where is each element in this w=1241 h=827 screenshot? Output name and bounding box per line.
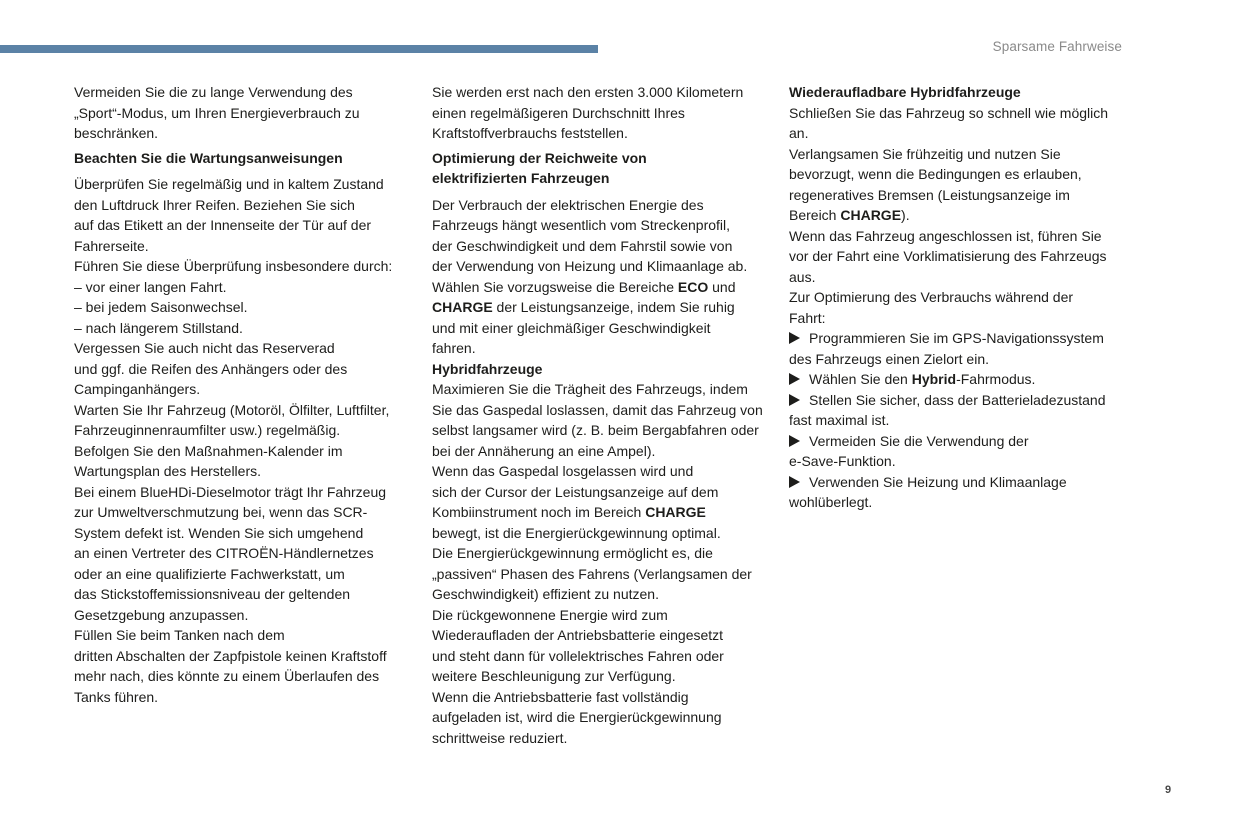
arrow-bullet-icon: [789, 332, 800, 344]
list-item: Verwenden Sie Heizung und Klimaanlage wohlüberlegt.: [789, 473, 1067, 510]
arrow-bullet-icon: [789, 435, 800, 447]
heading-range-optimization: Optimierung der Reichweite von elektrifizierten Fahrzeugen: [432, 149, 647, 186]
list-item: Stellen Sie sicher, dass der Batterieladezustand fast maximal ist.: [789, 391, 1106, 428]
list-item: – bei jedem Saisonwechsel.: [74, 299, 248, 315]
list-item: – nach längerem Stillstand.: [74, 319, 243, 336]
paragraph-tyre-pressure: Überprüfen Sie regelmäßig und in kaltem Zustand den Luftdruck Ihrer Reifen. Beziehen Sie sich auf das Etikett an der Innenseite der Tür auf der Fahrerseite. Führen Sie diese Überprüfung insbesondere durch:: [74, 176, 393, 274]
list-item: Wählen Sie den Hybrid-Fahrmodus.: [789, 369, 1124, 390]
header-accent-bar: [0, 45, 598, 53]
charge-label: CHARGE: [840, 207, 902, 223]
list-item: – vor einer langen Fahrt.: [74, 278, 227, 295]
column-1: [74, 82, 414, 707]
column-2: [432, 82, 772, 748]
paragraph-sport-mode: Vermeiden Sie die zu lange Verwendung des „Sport“-Modus, um Ihren Energieverbrauch zu beschränken.: [74, 84, 360, 141]
page-number: 9: [1165, 784, 1172, 796]
paragraph-electric-consumption: Der Verbrauch der elektrischen Energie des Fahrzeugs hängt wesentlich vom Streckenprofil, der Geschwindigkeit und dem Fahrstil sowie von der Verwendung von Heizung und Klimaanlage ab. Wählen Sie vorzugsweise die Bereiche ECO und CHARGE der Leistungsanzeige, indem Sie ruhig und mit einer gleichmäßiger Geschwindigkeit fahren.: [432, 196, 748, 356]
arrow-bullet-icon: [789, 373, 800, 385]
paragraph-maintenance-details: Vergessen Sie auch nicht das Reserverad und ggf. die Reifen des Anhängers oder des Campinganhängers. Warten Sie Ihr Fahrzeug (Motoröl, Ölfilter, Luftfilter, Fahrzeuginnenraumfilter usw.) regelmäßig. Befolgen Sie den Maßnahmen-Kalender im Wartungsplan des Herstellers. Bei einem BlueHDi-Dieselmotor trägt Ihr Fahrzeug zur Umweltverschmutzung bei, wenn das SCR- System defekt ist. Wenden Sie sich umgehend an einen Vertreter des CITROËN-Händlernetzes oder an eine qualifizierte Fachwerkstatt, um das Stickstoffemissionsniveau der geltenden Gesetzgebung anzupassen. Füllen Sie beim Tanken nach dem dritten Abschalten der Zapfpistole keinen Kraftstoff mehr nach, dies könnte zu einem Überlaufen des Tanks führen.: [74, 340, 390, 705]
list-item: Programmieren Sie im GPS-Navigationssystem des Fahrzeugs einen Zielort ein.: [789, 330, 1104, 367]
charge-label: CHARGE: [645, 504, 706, 520]
paragraph-plugin-hybrid: Schließen Sie das Fahrzeug so schnell wie möglich an. Verlangsamen Sie frühzeitig und nutzen Sie bevorzugt, wenn die Bedingungen es erlauben, regeneratives Bremsen (Leistungsanzeige im Bereich CHARGE). Wenn das Fahrzeug angeschlossen ist, führen Sie vor der Fahrt eine Vorklimatisierung des Fahrzeugs aus. Zur Optimierung des Verbrauchs während der Fahrt:: [789, 104, 1109, 326]
arrow-bullet-icon: [789, 476, 800, 488]
paragraph-energy-recovery: Maximieren Sie die Trägheit des Fahrzeugs, indem Sie das Gaspedal loslassen, damit das Fahrzeug von selbst langsamer wird (z. B. beim Bergabfahren oder bei der Annäherung an eine Ampel). Wenn das Gaspedal losgelassen wird und sich der Cursor der Leistungsanzeige auf dem Kombiinstrument noch im Bereich CHARGE bewegt, ist die Energierückgewinnung optimal. Die Energierückgewinnung ermöglicht es, die „passiven“ Phasen des Fahrens (Verlangsamen der Geschwindigkeit) effizient zu nutzen. Die rückgewonnene Energie wird zum Wiederaufladen der Antriebsbatterie eingesetzt und steht dann für vollelektrisches Fahren oder weitere Beschleunigung zur Verfügung. Wenn die Antriebsbatterie fast vollständig aufgeladen ist, wird die Energierückgewinnung schrittweise reduziert.: [432, 381, 763, 746]
list-item: Vermeiden Sie die Verwendung der e-Save-Funktion.: [789, 432, 1029, 469]
charge-label: CHARGE: [432, 299, 493, 315]
section-title: Sparsame Fahrweise: [992, 39, 1122, 54]
eco-label: ECO: [677, 278, 709, 295]
paragraph-average-consumption: Sie werden erst nach den ersten 3.000 Kilometern einen regelmäßigeren Durchschnitt Ihres Kraftstoffverbrauchs feststellen.: [432, 84, 744, 141]
arrow-bullet-icon: [789, 394, 800, 406]
heading-maintenance: Beachten Sie die Wartungsanweisungen: [74, 149, 343, 166]
column-3: [789, 82, 1124, 513]
heading-plugin-hybrid: Wiederaufladbare Hybridfahrzeuge: [789, 84, 1021, 100]
heading-hybrid-vehicles: Hybridfahrzeuge: [432, 360, 543, 377]
